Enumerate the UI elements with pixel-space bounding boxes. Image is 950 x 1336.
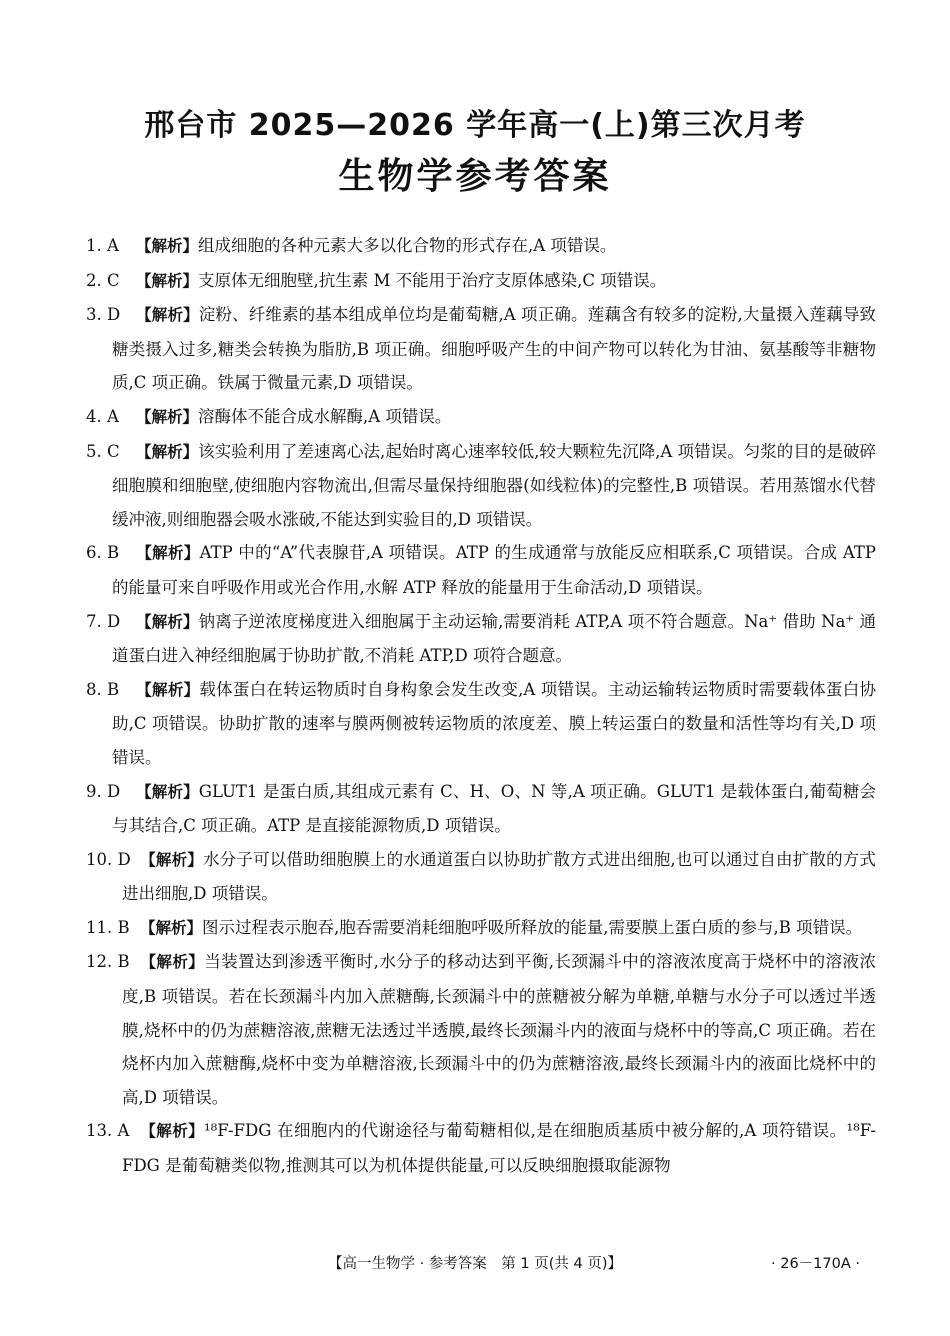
- answer-number: 13. A: [86, 1121, 130, 1141]
- answer-text: 载体蛋白在转运物质时自身构象会发生改变,A 项错误。主动运输转运物质时需要载体蛋白协助,C 项错误。协助扩散的速率与膜两侧被转运物质的浓度差、膜上转运蛋白的数量和活性等均有关,D 项错误。: [112, 679, 876, 767]
- page-subtitle: 生物学参考答案: [338, 156, 612, 197]
- analysis-tag: 【解析】: [136, 680, 200, 699]
- answer-text: GLUT1 是蛋白质,其组成元素有 C、H、O、N 等,A 项正确。GLUT1 是载体蛋白,葡萄糖会与其结合,C 项正确。ATP 是直接能源物质,D 项错误。: [112, 781, 876, 836]
- answer-item-4: [86, 400, 876, 435]
- analysis-tag: 【解析】: [140, 1122, 205, 1141]
- answer-item-11: [86, 911, 876, 946]
- answer-text: ATP 中的“A”代表腺苷,A 项错误。ATP 的生成通常与放能反应相联系,C 项错误。合成 ATP 的能量可来自呼吸作用或光合作用,水解 ATP 释放的能量用于生命活动,D 项错误。: [112, 543, 876, 597]
- answer-number: 7. D: [86, 611, 121, 631]
- answer-list: [86, 229, 876, 1183]
- answer-item-13: [86, 1114, 876, 1182]
- footer-page-info: 【高一生物学 · 参考答案 第 1 页(共 4 页)】: [327, 1256, 623, 1272]
- answer-item-3: [86, 298, 876, 400]
- analysis-tag: 【解析】: [140, 953, 205, 972]
- answer-number: 12. B: [86, 952, 130, 972]
- answer-text: 当装置达到渗透平衡时,水分子的移动达到平衡,长颈漏斗中的溶液浓度高于烧杯中的溶液浓度,B 项错误。若在长颈漏斗内加入蔗糖酶,长颈漏斗中的蔗糖被分解为单糖,单糖与水分子可以透过半透膜,烧杯中的仍为蔗糖溶液,蔗糖无法透过半透膜,最终长颈漏斗内的液面与烧杯中的等高,C 项正确。若在烧杯内加入蔗糖酶,烧杯中变为单糖溶液,长颈漏斗中的仍为蔗糖溶液,最终长颈漏斗内的液面比烧杯中的高,D 项错误。: [122, 952, 876, 1107]
- answer-text: 溶酶体不能合成水解酶,A 项错误。: [198, 406, 452, 426]
- answer-item-5: [86, 435, 876, 537]
- answer-text: 图示过程表示胞吞,胞吞需要消耗细胞呼吸所释放的能量,需要膜上蛋白质的参与,B 项错误。: [202, 917, 863, 937]
- answer-item-10: [86, 843, 876, 911]
- answer-item-1: [86, 229, 876, 264]
- answer-number: 8. B: [86, 679, 120, 699]
- answer-item-8: [86, 673, 876, 775]
- answer-text: 水分子可以借助细胞膜上的水通道蛋白以协助扩散方式进出细胞,也可以通过自由扩散的方式进出细胞,D 项错误。: [122, 849, 876, 904]
- analysis-tag: 【解析】: [136, 544, 200, 563]
- analysis-tag: 【解析】: [136, 271, 199, 290]
- answer-item-7: [86, 605, 876, 673]
- answer-number: 10. D: [86, 849, 131, 869]
- answer-item-12: [86, 945, 876, 1114]
- answer-number: 11. B: [86, 917, 130, 937]
- analysis-tag: 【解析】: [136, 407, 199, 426]
- analysis-tag: 【解析】: [136, 612, 199, 631]
- answer-text: 组成细胞的各种元素大多以化合物的形式存在,A 项错误。: [198, 236, 617, 255]
- answer-number: 6. B: [86, 543, 120, 563]
- answer-number: 2. C: [86, 270, 120, 290]
- analysis-tag: 【解析】: [136, 442, 199, 461]
- answer-number: 3. D: [86, 305, 121, 325]
- analysis-tag: 【解析】: [140, 850, 203, 869]
- answer-item-9: [86, 775, 876, 843]
- answer-number: 5. C: [86, 441, 120, 461]
- answer-text: 钠离子逆浓度梯度进入细胞属于主动运输,需要消耗 ATP,A 项不符合题意。Na⁺ 借助 Na⁺ 通道蛋白进入神经细胞属于协助扩散,不消耗 ATP,D 项符合题意。: [112, 611, 876, 666]
- page-title: 邢台市 2025—2026 学年高一(上)第三次月考: [144, 108, 806, 143]
- analysis-tag: 【解析】: [140, 918, 203, 937]
- answer-number: 9. D: [86, 781, 121, 801]
- analysis-tag: 【解析】: [136, 782, 199, 801]
- answer-text: 该实验利用了差速离心法,起始时离心速率较低,较大颗粒先沉降,A 项错误。匀浆的目的是破碎细胞膜和细胞壁,使细胞内容物流出,但需尽量保持细胞器(如线粒体)的完整性,B 项错误。若用蒸馏水代替缓冲液,则细胞器会吸水涨破,不能达到实验目的,D 项错误。: [112, 441, 876, 529]
- answer-item-2: [86, 264, 876, 299]
- footer-code: · 26－170A ·: [771, 1256, 860, 1272]
- answer-number: 4. A: [86, 406, 119, 426]
- answer-text: 支原体无细胞壁,抗生素 M 不能用于治疗支原体感染,C 项错误。: [198, 270, 667, 290]
- answer-number: 1. A: [86, 236, 119, 255]
- analysis-tag: 【解析】: [136, 306, 199, 325]
- answer-text: ¹⁸F-FDG 在细胞内的代谢途径与葡萄糖相似,是在细胞质基质中被分解的,A 项符错误。¹⁸F-FDG 是葡萄糖类似物,推测其可以为机体提供能量,可以反映细胞摄取能源物: [122, 1121, 876, 1176]
- answer-text: 淀粉、纤维素的基本组成单位均是葡萄糖,A 项正确。莲藕含有较多的淀粉,大量摄入莲藕导致糖类摄入过多,糖类会转换为脂肪,B 项正确。细胞呼吸产生的中间产物可以转化为甘油、氨基酸等非糖物质,C 项正确。铁属于微量元素,D 项错误。: [112, 305, 876, 393]
- answer-item-6: [86, 536, 876, 604]
- analysis-tag: 【解析】: [136, 237, 199, 255]
